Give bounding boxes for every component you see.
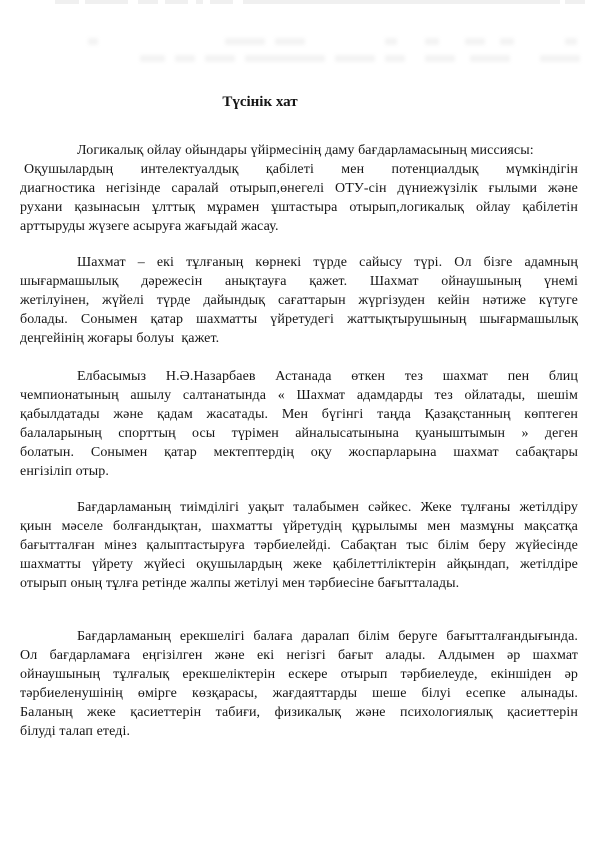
text-line: шахматты үйрету жүйесі оқушылардың жеке қабілеттіліктерін айқындап, жетілдіре — [20, 557, 578, 572]
text-line: Бағдарламаның ерекшелігі балаға даралап білім беруге бағытталғандығында. — [77, 629, 578, 644]
scan-artifact — [335, 55, 375, 62]
scan-artifact — [470, 55, 510, 62]
paragraph-chess-definition — [20, 253, 578, 348]
scan-artifact — [385, 38, 397, 45]
scan-artifact — [196, 0, 203, 4]
text-line: арттыруды жүзеге асыруға жағыдай жасау. — [20, 219, 279, 234]
document-body — [20, 93, 578, 741]
text-line: ойнаушының тұлғалық ерекшеліктерін ескере отырып тәрбиелеуде, екіншіден әр — [20, 667, 578, 682]
scan-artifact — [175, 55, 195, 62]
text-line: енгізіліп отыр. — [20, 464, 109, 479]
scan-artifact — [500, 38, 514, 45]
text-line: рухани қазынасын ұлттық мұрамен ұштастыра отырып,логикалық ойлау қабілетін — [20, 200, 578, 215]
scan-artifact — [425, 55, 455, 62]
scan-artifact — [275, 38, 305, 45]
text-line: шығармашылық дәрежесін анықтауға қажет. Шахмат ойнаушының үнемі — [20, 274, 578, 289]
text-line: Елбасымыз Н.Ә.Назарбаев Астанада өткен тез шахмат пен блиц — [77, 369, 578, 384]
scan-artifact — [88, 38, 98, 45]
scan-artifact — [85, 0, 128, 4]
scan-artifact — [205, 55, 235, 62]
paragraph-program-feature — [20, 627, 578, 741]
scan-artifact — [425, 38, 439, 45]
scan-artifact — [165, 0, 188, 4]
scan-artifact — [140, 55, 165, 62]
text-line: Шахмат – екі тұлғаның көрнекі түрде сайысу түрі. Ол бізге адамның — [77, 255, 578, 270]
text-line: отырып оның тұлға ретінде жалпы жетілуі мен тәрбиесіне бағытталады. — [20, 576, 460, 591]
text-line: тәрбиеленушінің өмірге көзқарасы, жағдаяттарды шеше білуі есепке алынады. — [20, 686, 578, 701]
scan-artifact — [385, 55, 405, 62]
scan-artifact — [565, 0, 585, 4]
text-line: балаларының спорттың осы түрімен айналысатынына қуаныштымын » деген — [20, 426, 578, 441]
text-line: бағытталған мінез қалыптастыруға тәрбиелейді. Сабақтан тыс білім беру жүйесінде — [20, 538, 578, 553]
scan-artifact — [225, 38, 265, 45]
paragraph-program-effectiveness — [20, 498, 578, 593]
paragraph-mission — [20, 141, 578, 236]
text-line: диагностика негізінде саралай отырып,өнегелі ОТУ-сін дүниежүзілік ғылыми және — [20, 181, 578, 196]
scan-artifact — [243, 0, 560, 4]
scan-artifact — [210, 0, 233, 4]
text-line: білуді талап етеді. — [20, 724, 131, 739]
text-line: Логикалық ойлау ойындары үйірмесінің даму бағдарламасының миссиясы: — [77, 143, 534, 158]
text-line: болатын. Сонымен қатар мектептердің оқу жоспарларына шахмат сабақтары — [20, 445, 578, 460]
text-line: Баланың жеке қасиеттерін табиғи, физикалық және психологиялық қасиеттерін — [20, 705, 578, 720]
text-line: Ол бағдарламаға еңгізілген және екі негізгі бағыт алады. Алдымен әр шахмат — [20, 648, 578, 663]
scan-artifact — [138, 0, 158, 4]
scan-artifact — [55, 0, 79, 4]
paragraph-president-quote — [20, 367, 578, 481]
text-line: қиын мәселе болғандықтан, шахматты үйретудің құрылымы мен мазмұны мақсатқа — [20, 519, 578, 534]
text-line: деңгейінің жоғары болуы қажет. — [20, 331, 220, 346]
scan-artifact — [245, 55, 325, 62]
text-line: Оқушылардың интелектуалдық қабілеті мен потенциалдық мүмкіндігін — [24, 162, 578, 177]
scan-artifact — [540, 55, 580, 62]
text-line: қабылдатады және қадам жасатады. Мен бүгінгі таңда Қазақстанның көптеген — [20, 407, 578, 422]
text-line: чемпионатының ашылу салтанатында « Шахмат адамдарды тез ойлатады, шешім — [20, 388, 578, 403]
text-line: болады. Сонымен қатар шахматты үйретудегі жаттықтырушының шығармашылық — [20, 312, 578, 327]
scan-artifact — [465, 38, 485, 45]
text-line: жетілуінен, жүйелі түрде дайындық сағаттарын жүргізуден кейін нәтиже күтуге — [20, 293, 578, 308]
document-title: Түсінік хат — [222, 94, 298, 110]
text-line: Бағдарламаның тиімділігі уақыт талабымен сәйкес. Жеке тұлғаны жетілдіру — [77, 500, 578, 515]
scan-artifact — [565, 38, 577, 45]
